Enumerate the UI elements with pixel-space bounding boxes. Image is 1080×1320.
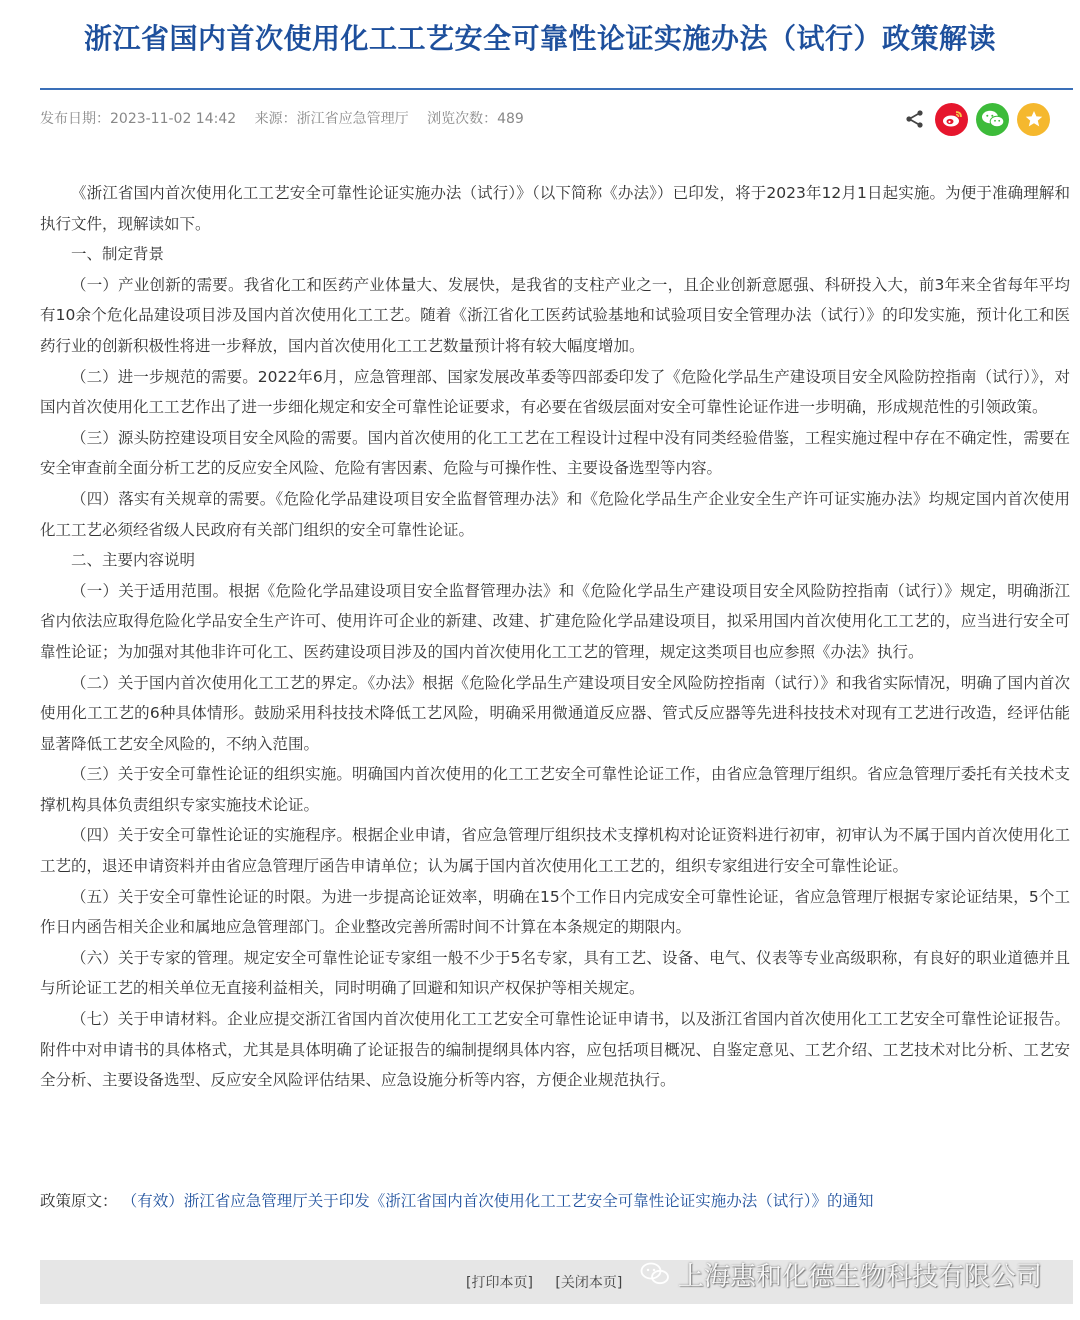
- policy-source-link[interactable]: （有效）浙江省应急管理厅关于印发《浙江省国内首次使用化工工艺安全可靠性论证实施办法（试行）》的通知: [129, 1192, 874, 1210]
- paragraph: （一）产业创新的需要。我省化工和医药产业体量大、发展快，是我省的支柱产业之一，且企业创新意愿强、科研投入大，前3年来全省每年平均有10余个危化品建设项目涉及国内首次使用化工工艺。随着《浙江省化工医药试验基地和试验项目安全管理办法（试行）》的印发实施，预计化工和医药行业的创新积极性将进一步释放，国内首次使用化工工艺数量预计将有较大幅度增加。: [40, 275, 1070, 355]
- paragraph: （二）关于国内首次使用化工工艺的界定。《办法》根据《危险化学品生产建设项目安全风险防控指南（试行）》和我省实际情况，明确了国内首次使用化工工艺的6种具体情形。鼓励采用科技技术降低工艺风险，明确采用微通道反应器、管式反应器等先进科技技术对现有工艺进行改造，经评估能显著降低工艺安全风险的，不纳入范围。: [40, 673, 1070, 753]
- title-divider: [40, 88, 1073, 90]
- paragraph: （五）关于安全可靠性论证的时限。为进一步提高论证效率，明确在15个工作日内完成安全可靠性论证，省应急管理厅根据专家论证结果，5个工作日内函告相关企业和属地应急管理部门。企业整改完善所需时间不计算在本条规定的期限内。: [40, 887, 1070, 937]
- wechat-icon[interactable]: [976, 103, 1009, 136]
- share-toolbar: [903, 102, 1050, 136]
- publish-date: 发布日期：2023-11-02 14:42: [40, 111, 237, 127]
- wechat-outline-icon: [640, 1261, 670, 1287]
- watermark: [640, 1254, 1042, 1294]
- section-heading: 二、主要内容说明: [71, 551, 196, 570]
- share-icon[interactable]: [903, 107, 927, 131]
- intro-paragraph: 《浙江省国内首次使用化工工艺安全可靠性论证实施办法（试行）》（以下简称《办法》）已印发，将于2023年12月1日起实施。为便于准确理解和执行文件，现解读如下。: [40, 184, 1070, 233]
- article-meta: [40, 108, 538, 130]
- source-info: 来源：浙江省应急管理厅: [254, 111, 409, 127]
- policy-source-label: 政策原文：: [40, 1192, 118, 1210]
- paragraph: （一）关于适用范围。根据《危险化学品建设项目安全监督管理办法》和《危险化学品生产建设项目安全风险防控指南（试行）》规定，明确浙江省内依法应取得危险化学品安全生产许可、使用许可企业的新建、改建、扩建危险化学品建设项目，拟采用国内首次使用化工工艺的，应当进行安全可靠性论证；为加强对其他非许可化工、医药建设项目涉及的国内首次使用化工工艺的管理，规定这类项目也应参照《办法》执行。: [40, 581, 1070, 661]
- page-title: 浙江省国内首次使用化工工艺安全可靠性论证实施办法（试行）政策解读: [83, 22, 996, 55]
- section-heading: 一、制定背景: [71, 245, 165, 264]
- close-page-link[interactable]: [关闭本页]: [555, 1275, 623, 1291]
- view-count: 浏览次数：489: [427, 111, 524, 127]
- paragraph: （三）源头防控建设项目安全风险的需要。国内首次使用的化工工艺在工程设计过程中没有同类经验借鉴，工程实施过程中存在不确定性，需要在安全审查前全面分析工艺的反应安全风险、危险有害因素、危险与可操作性、主要设备选型等内容。: [40, 428, 1070, 478]
- policy-source: [40, 1186, 874, 1216]
- print-page-link[interactable]: [打印本页]: [466, 1275, 533, 1291]
- paragraph: （四）关于安全可靠性论证的实施程序。根据企业申请，省应急管理厅组织技术支撑机构对论证资料进行初审，初审认为不属于国内首次使用化工工艺的，退还申请资料并由省应急管理厅函告申请单位；认为属于国内首次使用化工工艺的，组织专家组进行安全可靠性论证。: [40, 826, 1070, 876]
- favorite-icon[interactable]: [1017, 103, 1050, 136]
- article-body: [40, 178, 1070, 1096]
- paragraph: （六）关于专家的管理。规定安全可靠性论证专家组一般不少于5名专家，具有工艺、设备、电气、仪表等专业高级职称，有良好的职业道德并且与所论证工艺的相关单位无直接利益相关，同时明确了回避和知识产权保护等相关规定。: [40, 948, 1070, 998]
- paragraph: （二）进一步规范的需要。2022年6月，应急管理部、国家发展改革委等四部委印发了《危险化学品生产建设项目安全风险防控指南（试行）》，对国内首次使用化工工艺作出了进一步细化规定和安全可靠性论证要求，有必要在省级层面对安全可靠性论证作进一步明确，形成规范性的引领政策。: [40, 367, 1070, 417]
- paragraph: （三）关于安全可靠性论证的组织实施。明确国内首次使用的化工工艺安全可靠性论证工作，由省应急管理厅组织。省应急管理厅委托有关技术支撑机构具体负责组织专家实施技术论证。: [40, 765, 1070, 814]
- footer-links: [466, 1272, 640, 1294]
- paragraph: （七）关于申请材料。企业应提交浙江省国内首次使用化工工艺安全可靠性论证申请书，以及浙江省国内首次使用化工工艺安全可靠性论证报告。附件中对申请书的具体格式，尤其是具体明确了论证报告的编制提纲具体内容，应包括项目概况、自鉴定意见、工艺介绍、工艺技术对比分析、工艺安全分析、主要设备选型、反应安全风险评估结果、应急设施分析等内容，方便企业规范执行。: [40, 1010, 1070, 1090]
- watermark-text: 上海惠和化德生物科技有限公司: [678, 1261, 1043, 1292]
- weibo-icon[interactable]: [935, 103, 968, 136]
- paragraph: （四）落实有关规章的需要。《危险化学品建设项目安全监督管理办法》和《危险化学品生产企业安全生产许可证实施办法》均规定国内首次使用化工工艺必须经省级人民政府有关部门组织的安全可靠性论证。: [40, 489, 1070, 539]
